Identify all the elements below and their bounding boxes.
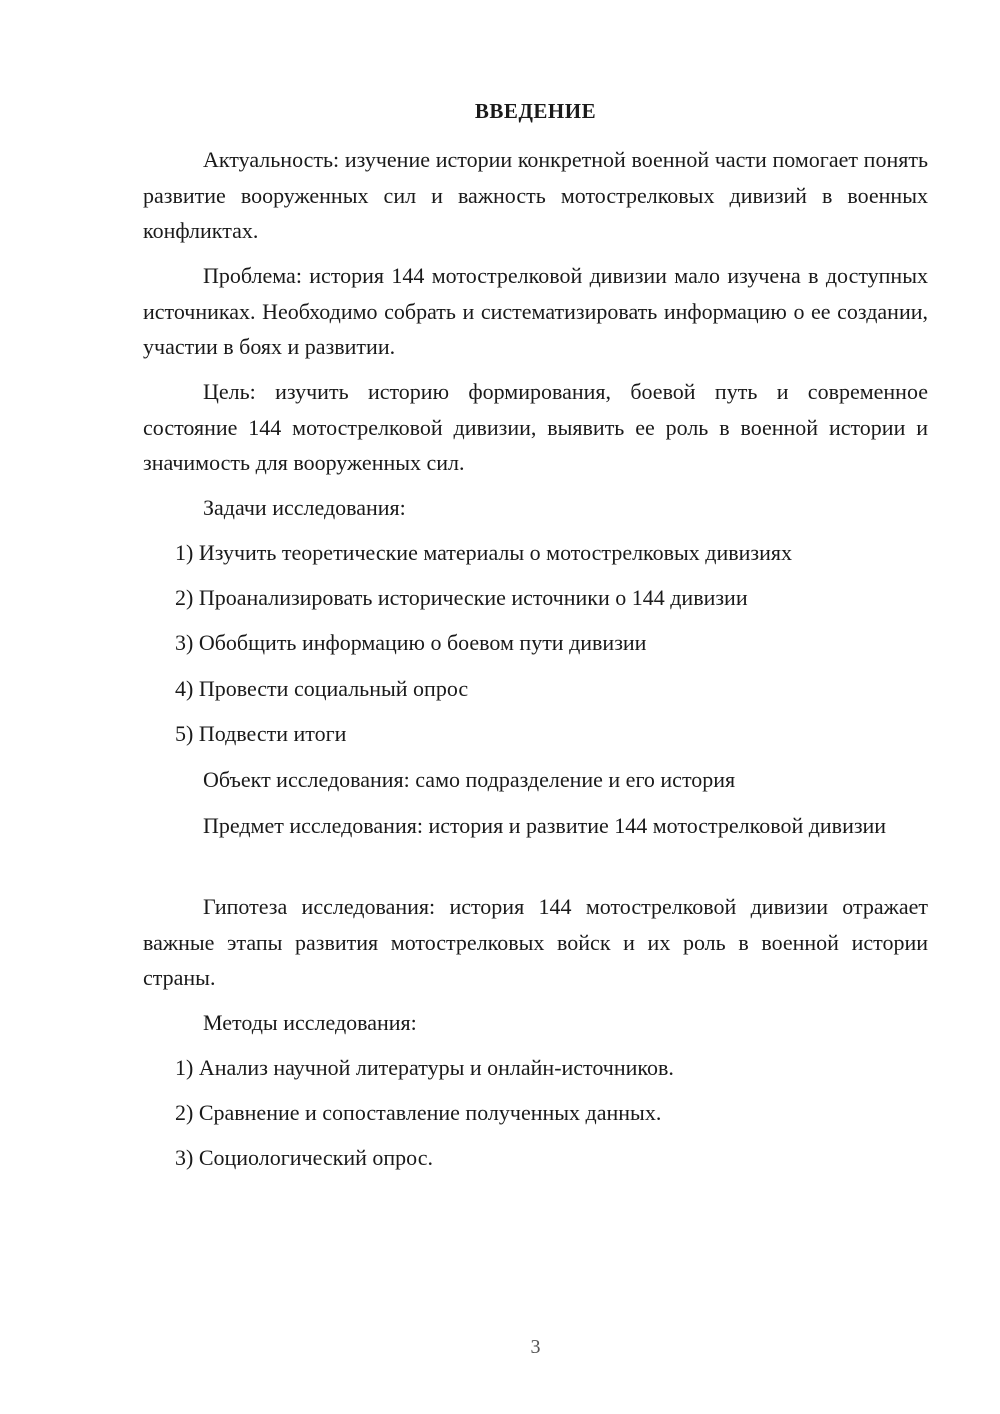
object-line: Объект исследования: само подразделение и его история: [203, 767, 736, 792]
tasks-heading: Задачи исследования:: [203, 495, 406, 520]
method-item: 1) Анализ научной литературы и онлайн-источников.: [175, 1055, 674, 1080]
goal-paragraph: Цель: изучить историю формирования, боевой путь и современное состояние 144 мотострелковой дивизии, выявить ее роль в военной истории и значимость для вооруженных сил.: [143, 379, 928, 475]
section-title: ВВЕДЕНИЕ: [474, 99, 597, 123]
method-item: 3) Социологический опрос.: [175, 1145, 433, 1170]
task-item: 5) Подвести итоги: [175, 721, 347, 746]
hypothesis-paragraph: Гипотеза исследования: история 144 мотострелковой дивизии отражает важные этапы развития мотострелковых войск и их роль в военной истории страны.: [143, 894, 928, 990]
problem-paragraph: Проблема: история 144 мотострелковой дивизии мало изучена в доступных источниках. Необходимо собрать и систематизировать информацию о ее создании, участии в боях и развитии.: [143, 263, 928, 359]
task-item: 1) Изучить теоретические материалы о мотострелковых дивизиях: [175, 540, 793, 565]
task-item: 4) Провести социальный опрос: [175, 676, 469, 701]
relevance-paragraph: Актуальность: изучение истории конкретной военной части помогает понять развитие вооруженных сил и важность мотострелковых дивизий в военных конфликтах.: [143, 147, 928, 243]
document-page: [143, 0, 928, 1414]
methods-heading: Методы исследования:: [203, 1010, 417, 1035]
page-number: 3: [530, 1336, 541, 1358]
task-item: 2) Проанализировать исторические источники о 144 дивизии: [175, 585, 748, 610]
method-item: 2) Сравнение и сопоставление полученных данных.: [175, 1100, 662, 1125]
task-item: 3) Обобщить информацию о боевом пути дивизии: [175, 630, 647, 655]
subject-paragraph: Предмет исследования: история и развитие 144 мотострелковой дивизии: [203, 813, 887, 838]
